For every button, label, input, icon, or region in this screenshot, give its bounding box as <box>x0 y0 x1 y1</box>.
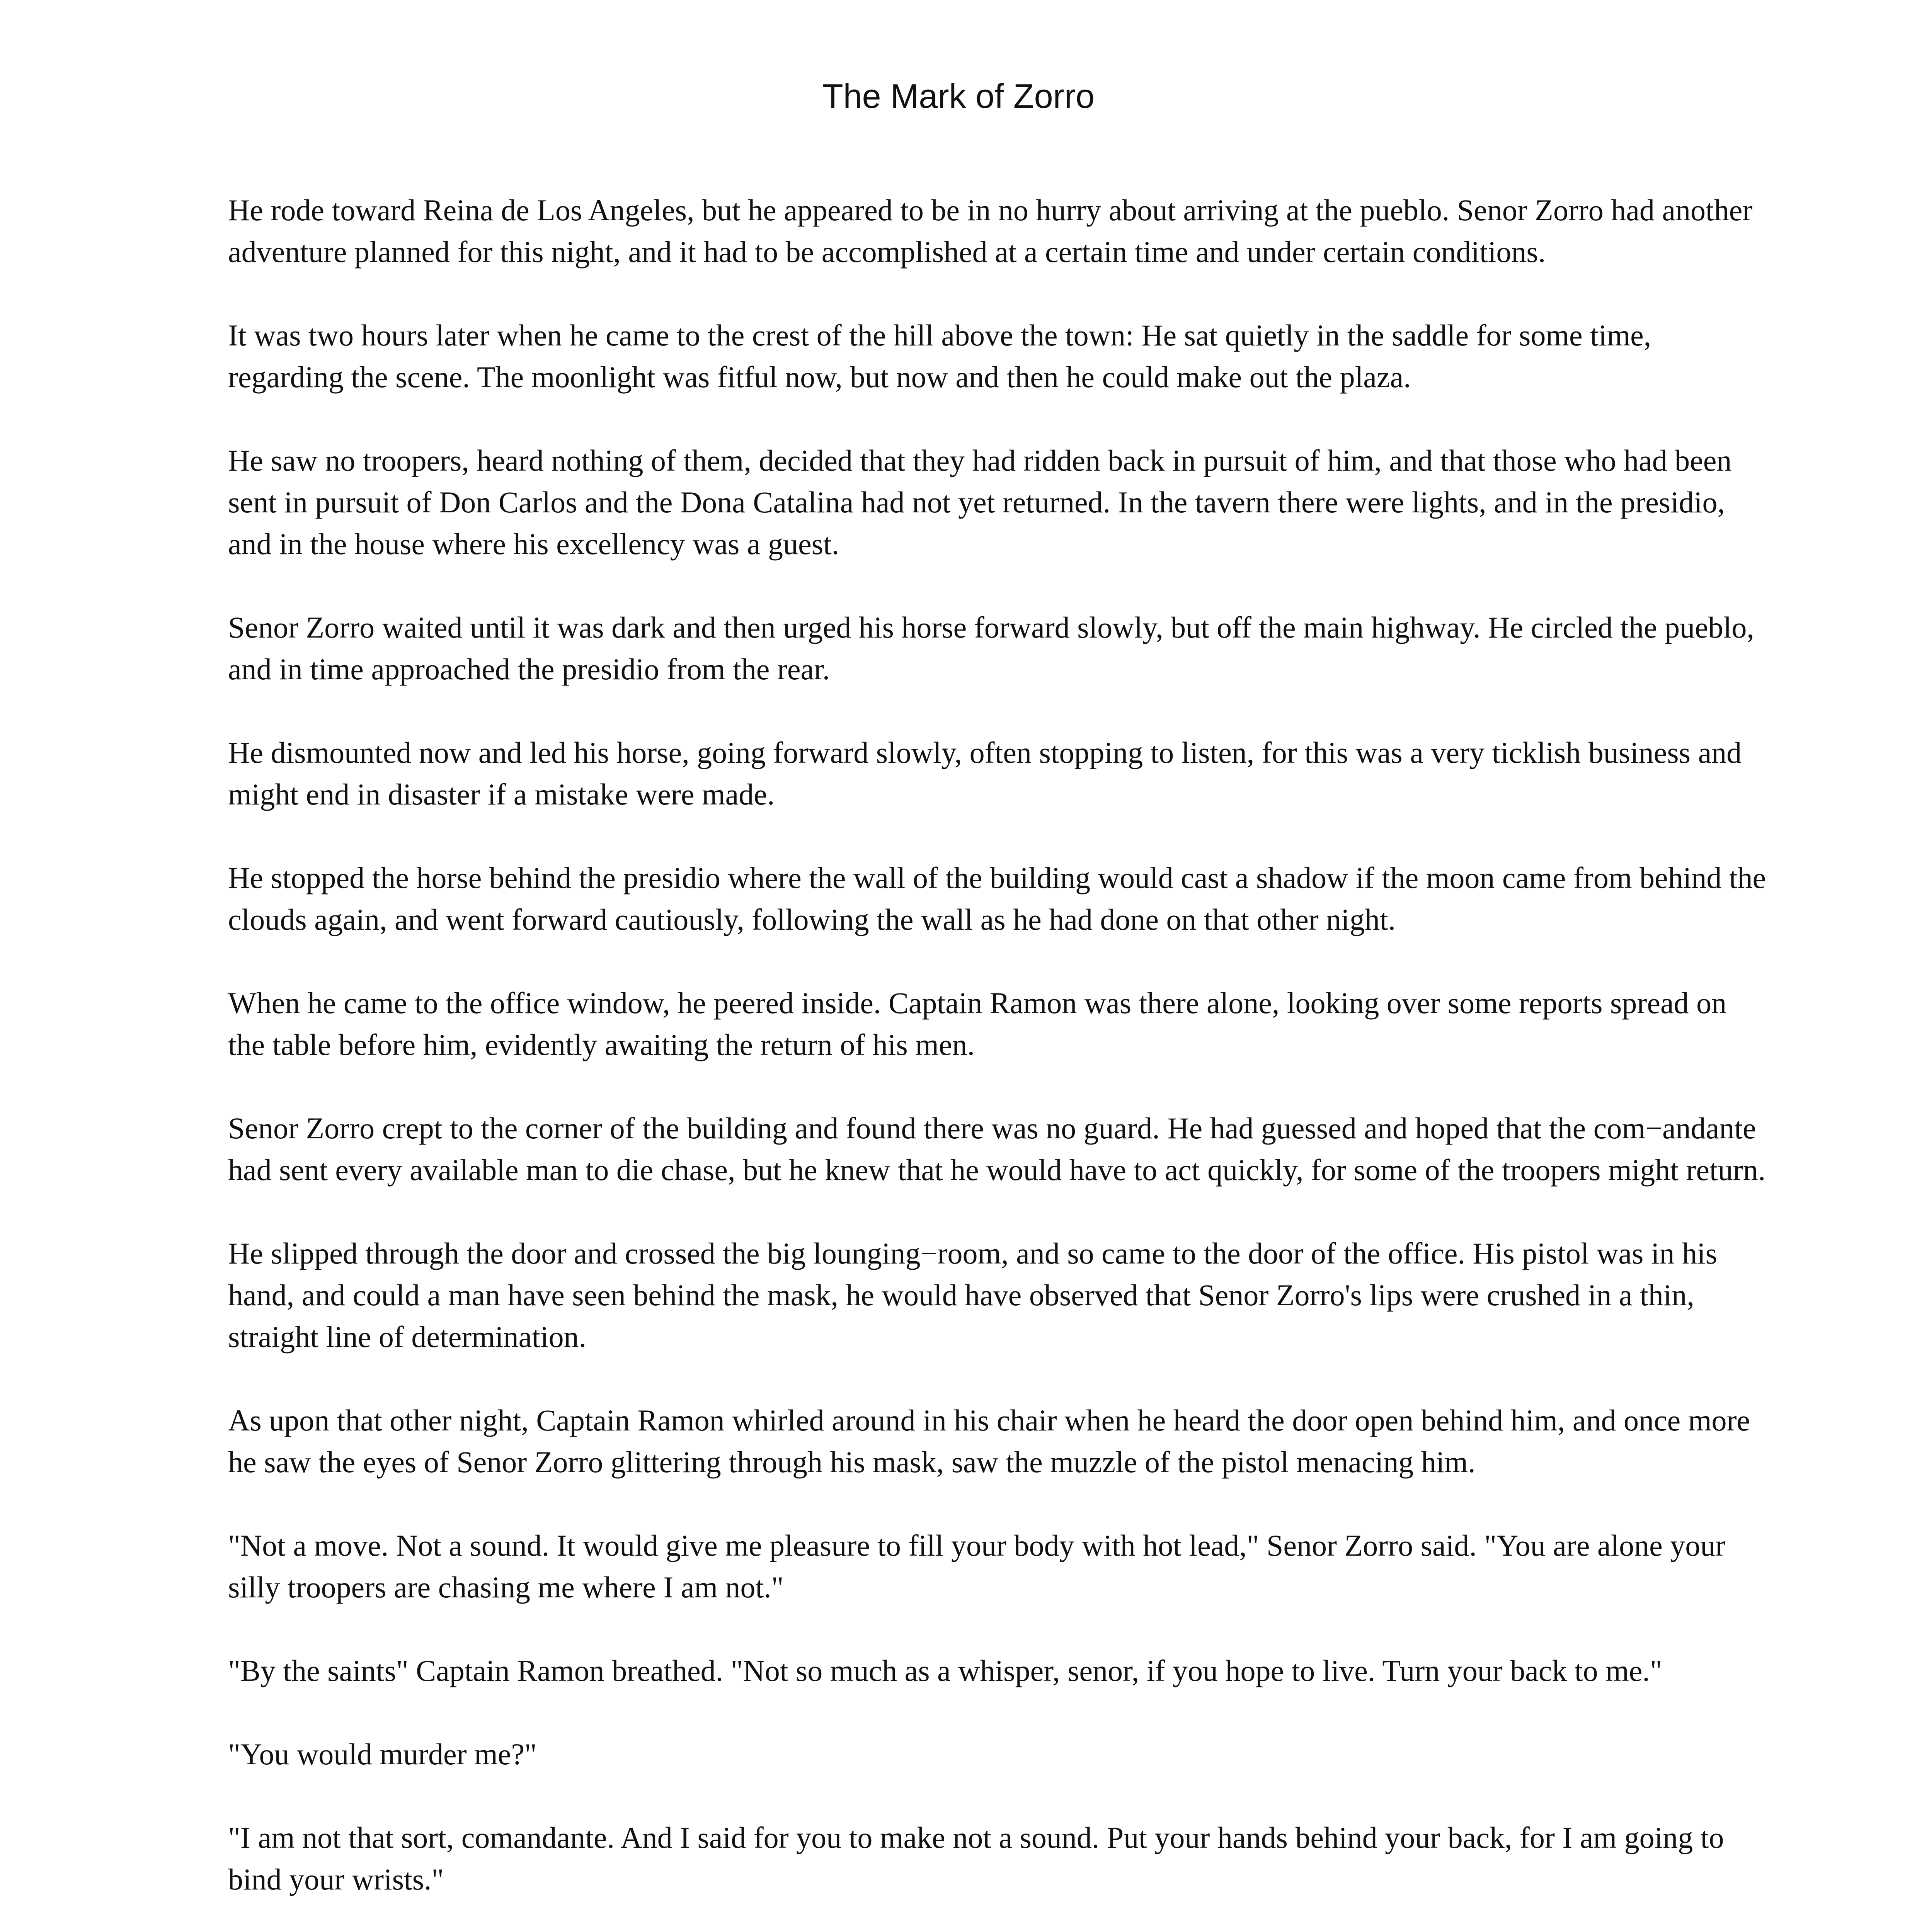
paragraph: He dismounted now and led his horse, going forward slowly, often stopping to listen, for this was a very ticklish business and might end in disaster if a mistake were made. <box>228 736 1742 811</box>
paragraph: Senor Zorro crept to the corner of the building and found there was no guard. He had guessed and hoped that the com−andante had sent every available man to die chase, but he knew that he would have to act quickly, for some of the troopers might return. <box>228 1111 1766 1187</box>
paragraph: It was two hours later when he came to the crest of the hill above the town: He sat quietly in the saddle for some time, regarding the scene. The moonlight was fitful now, but now and then he could make out the plaza. <box>228 318 1651 394</box>
running-header: The Mark of Zorro <box>822 77 1095 115</box>
paragraph: When he came to the office window, he peered inside. Captain Ramon was there alone, looking over some reports spread on the table before him, evidently awaiting the return of his men. <box>228 986 1727 1061</box>
paragraph: "You would murder me?" <box>228 1737 537 1771</box>
paragraph: He slipped through the door and crossed the big lounging−room, and so came to the door of the office. His pistol was in his hand, and could a man have seen behind the mask, he would have observed that Senor Zorro's lips were crushed in a thin, straight line of determination. <box>228 1236 1718 1354</box>
paragraph: He saw no troopers, heard nothing of them, decided that they had ridden back in pursuit of him, and that those who had been sent in pursuit of Don Carlos and the Dona Catalina had not yet returned. In the tavern there were lights, and in the presidio, and in the house where his excellency was a guest. <box>228 444 1732 561</box>
paragraph: "By the saints" Captain Ramon breathed. "Not so much as a whisper, senor, if you hope to live. Turn your back to me." <box>228 1654 1662 1687</box>
paragraph: Senor Zorro waited until it was dark and then urged his horse forward slowly, but off the main highway. He circled the pueblo, and in time approached the presidio from the rear. <box>228 611 1754 686</box>
paragraph: He stopped the horse behind the presidio where the wall of the building would cast a shadow if the moon came from behind the clouds again, and went forward cautiously, following the wall as he had done on that other night. <box>228 861 1766 936</box>
paragraph: "I am not that sort, comandante. And I said for you to make not a sound. Put your hands behind your back, for I am going to bind your wrists." <box>228 1821 1724 1896</box>
paragraph: He rode toward Reina de Los Angeles, but he appeared to be in no hurry about arriving at the pueblo. Senor Zorro had another adventure planned for this night, and it had to be accomplished at a certain time and under certain conditions. <box>228 193 1753 269</box>
paragraph: "Not a move. Not a sound. It would give me pleasure to fill your body with hot lead," Senor Zorro said. "You are alone your silly troopers are chasing me where I am not." <box>228 1529 1726 1604</box>
paragraph: As upon that other night, Captain Ramon whirled around in his chair when he heard the door open behind him, and once more he saw the eyes of Senor Zorro glittering through his mask, saw the muzzle of the pistol menacing him. <box>228 1403 1750 1479</box>
body-text <box>228 189 1770 1932</box>
